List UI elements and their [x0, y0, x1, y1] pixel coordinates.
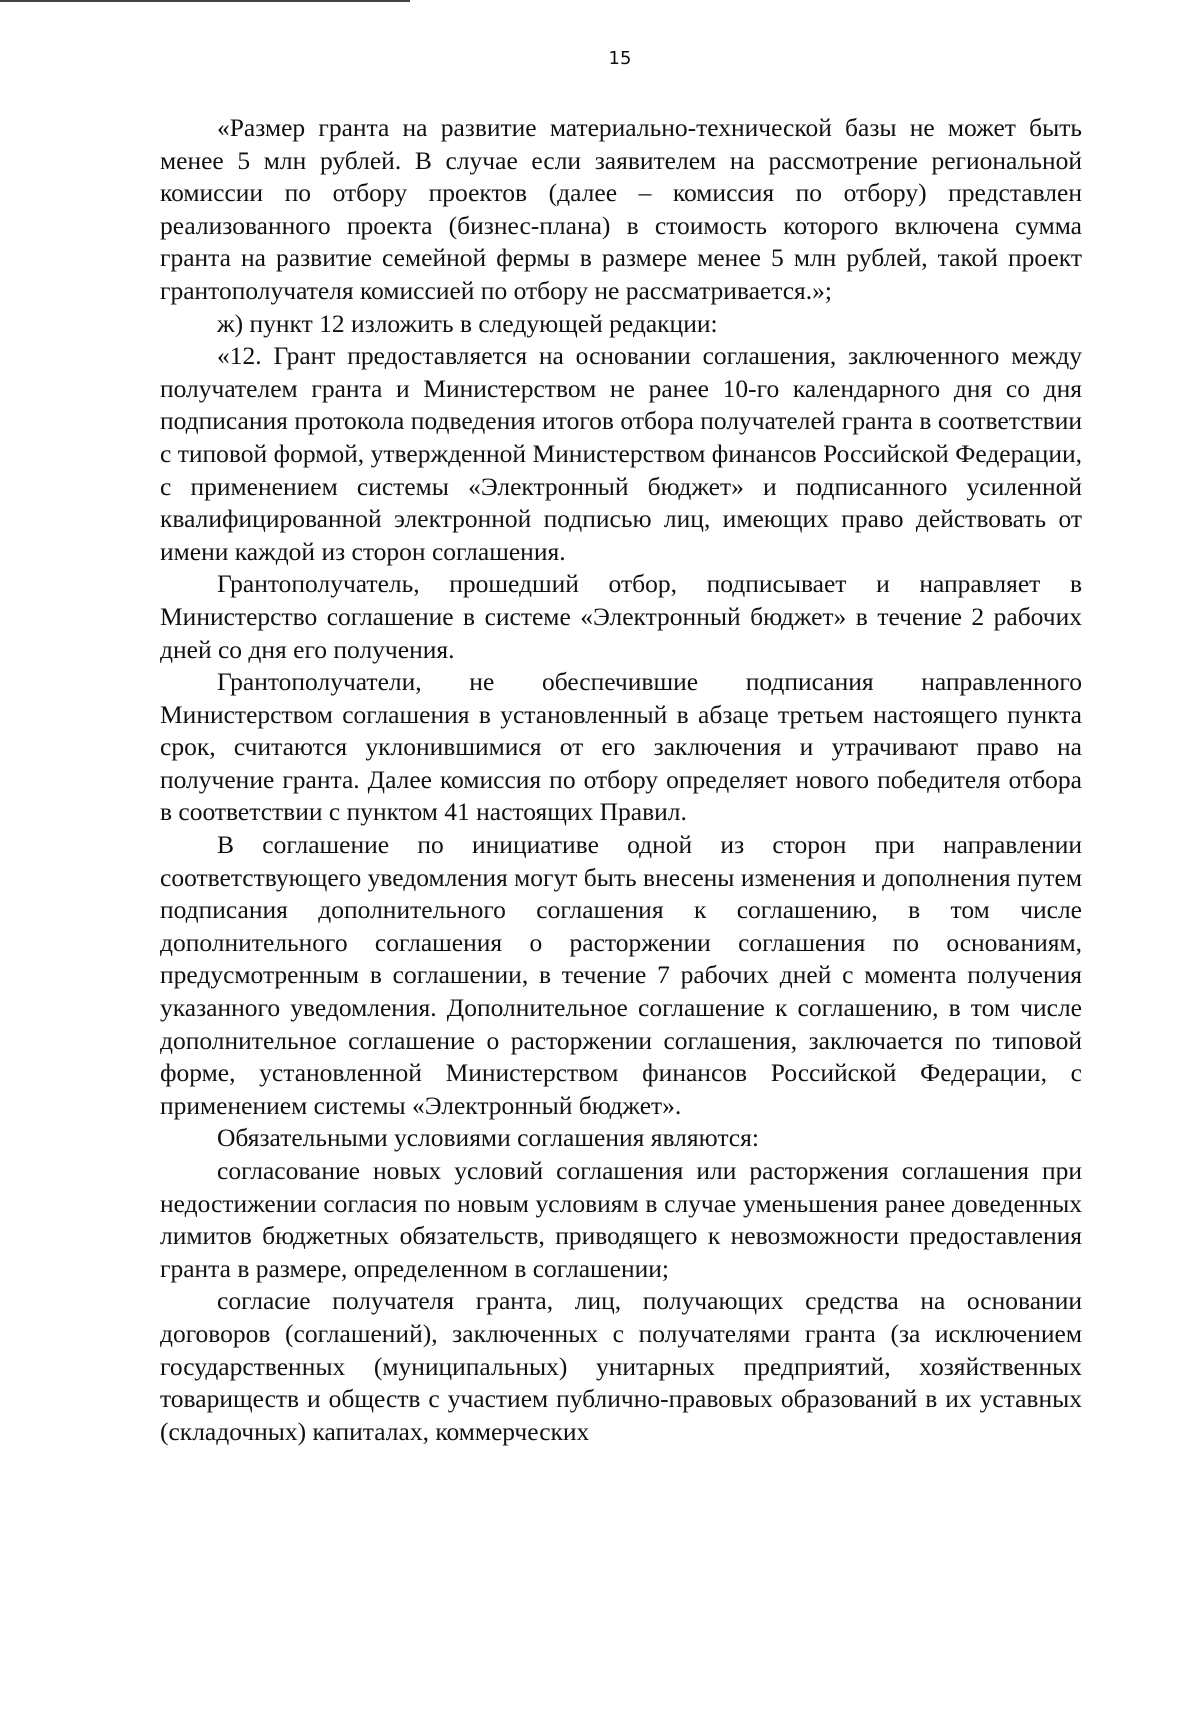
- paragraph-condition-coordination: согласование новых условий соглашения или расторжения соглашения при недостижении согласия по новым условиям в случае уменьшения ранее доведенных лимитов бюджетных обязательств, приводящего к невозможности предоставления гранта в размере, определенном в соглашении;: [160, 1156, 1082, 1283]
- paragraph-grantee-signs: Грантополучатель, прошедший отбор, подписывает и направляет в Министерство соглашение в системе «Электронный бюджет» в течение 2 рабочих дней со дня его получения.: [160, 569, 1082, 664]
- paragraph-item-zh: ж) пункт 12 изложить в следующей редакции:: [217, 308, 718, 338]
- document-body: [160, 112, 1082, 1448]
- paragraph-grant-size: «Размер гранта на развитие материально-технической базы не может быть менее 5 млн рублей. В случае если заявителем на рассмотрение региональной комиссии по отбору проектов (далее – комиссия по отбору) представлен реализованного проекта (бизнес-плана) в стоимость которого включена сумма гранта на развитие семейной фермы в размере менее 5 млн рублей, такой проект грантополучателя комиссией по отбору не рассматривается.»;: [160, 113, 1082, 305]
- paragraph-item-12: «12. Грант предоставляется на основании соглашения, заключенного между получателем гранта и Министерством не ранее 10-го календарного дня со дня подписания протокола подведения итогов отбора получателей гранта в соответствии с типовой формой, утвержденной Министерством финансов Российской Федерации, с применением системы «Электронный бюджет» и подписанного усиленной квалифицированной электронной подписью лиц, имеющих право действовать от имени каждой из сторон соглашения.: [160, 341, 1082, 566]
- top-border-line: [0, 0, 410, 2]
- page-number: 15: [608, 48, 632, 69]
- paragraph-mandatory-conditions: Обязательными условиями соглашения являются:: [217, 1123, 759, 1153]
- paragraph-condition-consent: согласие получателя гранта, лиц, получающих средства на основании договоров (соглашений), заключенных с получателями гранта (за исключением государственных (муниципальных) унитарных предприятий, хозяйственных товариществ и обществ с участием публично-правовых образований в их уставных (складочных) капиталах, коммерческих: [160, 1286, 1082, 1446]
- paragraph-grantees-evading: Грантополучатели, не обеспечившие подписания направленного Министерством соглашения в установленный в абзаце третьем настоящего пункта срок, считаются уклонившимися от его заключения и утрачивают право на получение гранта. Далее комиссия по отбору определяет нового победителя отбора в соответствии с пунктом 41 настоящих Правил.: [160, 667, 1082, 827]
- paragraph-agreement-amendments: В соглашение по инициативе одной из сторон при направлении соответствующего уведомления могут быть внесены изменения и дополнения путем подписания дополнительного соглашения к соглашению, в том числе дополнительного соглашения о расторжении соглашения по основаниям, предусмотренным в соглашении, в течение 7 рабочих дней с момента получения указанного уведомления. Дополнительное соглашение к соглашению, в том числе дополнительное соглашение о расторжении соглашения, заключается по типовой форме, установленной Министерством финансов Российской Федерации, с применением системы «Электронный бюджет».: [160, 830, 1082, 1120]
